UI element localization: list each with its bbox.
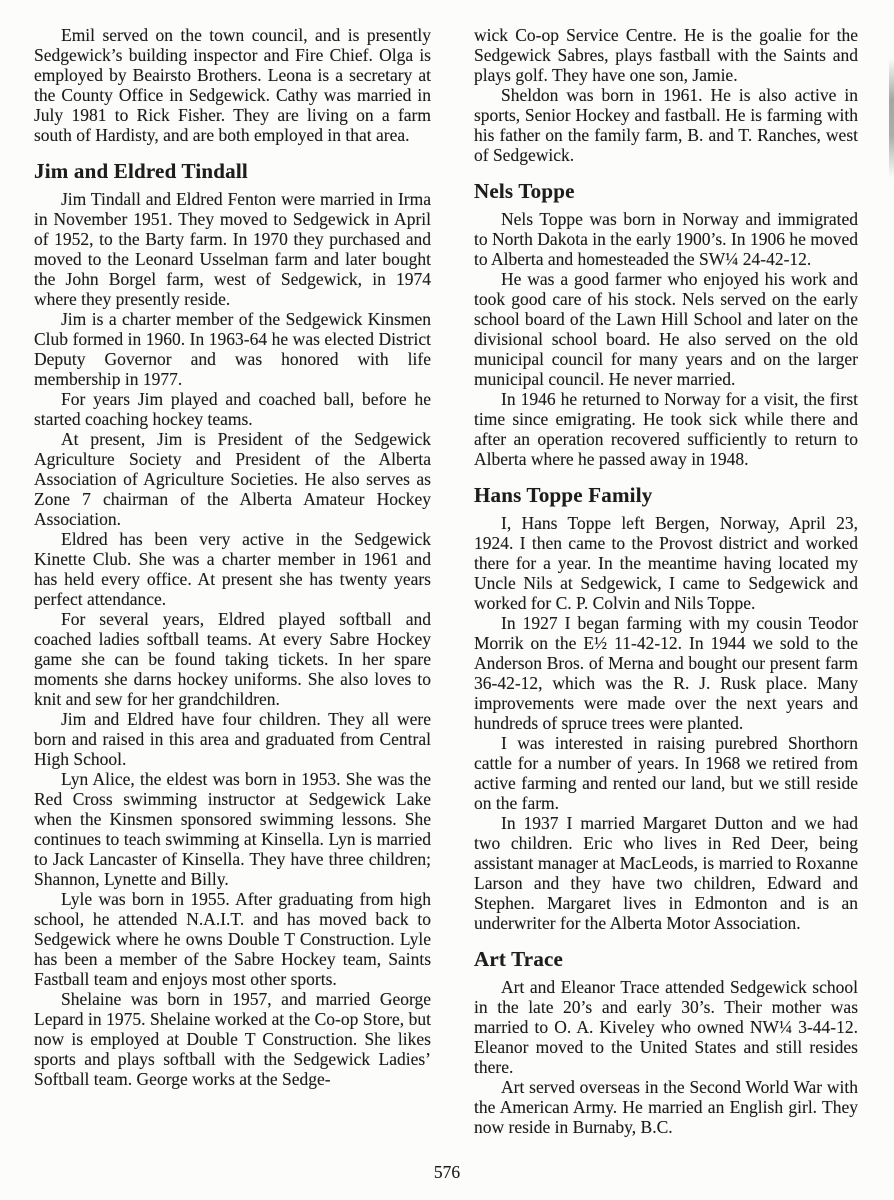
hans-paragraph-1: I, Hans Toppe left Bergen, Norway, April 23, 1924. I then came to the Provost district and worked there for a year. In the meantime having located my Uncle Nils at Sedgewick, I came to Sedgewick and worked for C. P. Colvin and Nils Toppe. bbox=[474, 513, 858, 613]
nels-paragraph-2: He was a good farmer who enjoyed his work and took good care of his stock. Nels served on the early school board of the Lawn Hill School and later on the divisional school board. He also served on the old municipal council for many years and on the larger municipal council. He never married. bbox=[474, 269, 858, 389]
tindall-paragraph-2: Jim is a charter member of the Sedgewick Kinsmen Club formed in 1960. In 1963-64 he was elected District Deputy Governor and was honored with life membership in 1977. bbox=[34, 309, 431, 389]
art-paragraph-2: Art served overseas in the Second World War with the American Army. He married an English girl. They now reside in Burnaby, B.C. bbox=[474, 1077, 858, 1137]
tindall-sheldon-paragraph: Sheldon was born in 1961. He is also active in sports, Senior Hockey and fastball. He is farming with his father on the family farm, B. and T. Ranches, west of Sedgewick. bbox=[474, 85, 858, 165]
tindall-paragraph-3: For years Jim played and coached ball, before he started coaching hockey teams. bbox=[34, 389, 431, 429]
art-paragraph-1: Art and Eleanor Trace attended Sedgewick school in the late 20’s and early 30’s. Their mother was married to O. A. Kiveley who owned NW¼ 3-44-12. Eleanor moved to the United States and still resides there. bbox=[474, 977, 858, 1077]
heading-jim-and-eldred-tindall: Jim and Eldred Tindall bbox=[34, 159, 248, 183]
tindall-paragraph-7: Jim and Eldred have four children. They all were born and raised in this area and graduated from Central High School. bbox=[34, 709, 431, 769]
hans-paragraph-2: In 1927 I began farming with my cousin Teodor Morrik on the E½ 11-42-12. In 1944 we sold to the Anderson Bros. of Merna and bought our present farm 36-42-12, which was the R. J. Rusk place. Many improvements were made over the next years and hundreds of spruce trees were planted. bbox=[474, 613, 858, 733]
scan-edge-artifact bbox=[889, 58, 894, 178]
tindall-paragraph-8: Lyn Alice, the eldest was born in 1953. She was the Red Cross swimming instructor at Sedgewick Lake when the Kinsmen sponsored swimming lessons. She continues to teach swimming at Kinsella. Lyn is married to Jack Lancaster of Kinsella. They have three children; Shannon, Lynette and Billy. bbox=[34, 769, 431, 889]
heading-nels-toppe: Nels Toppe bbox=[474, 179, 575, 203]
right-column bbox=[474, 25, 858, 1137]
tindall-continuation-paragraph: wick Co-op Service Centre. He is the goalie for the Sedgewick Sabres, plays fastball with the Saints and plays golf. They have one son, Jamie. bbox=[474, 25, 858, 85]
tindall-paragraph-6: For several years, Eldred played softball and coached ladies softball teams. At every Sabre Hockey game she can be found taking tickets. In her spare moments she darns hockey uniforms. She also loves to knit and sew for her grandchildren. bbox=[34, 609, 431, 709]
hans-paragraph-4: In 1937 I married Margaret Dutton and we had two children. Eric who lives in Red Deer, being assistant manager at MacLeods, is married to Roxanne Larson and they have two children, Edward and Stephen. Margaret lives in Edmonton and is an underwriter for the Alberta Motor Association. bbox=[474, 813, 858, 933]
tindall-paragraph-4: At present, Jim is President of the Sedgewick Agriculture Society and President of the Alberta Association of Agriculture Societies. He also serves as Zone 7 chairman of the Alberta Amateur Hockey Association. bbox=[34, 429, 431, 529]
nels-paragraph-1: Nels Toppe was born in Norway and immigrated to North Dakota in the early 1900’s. In 1906 he moved to Alberta and homesteaded the SW¼ 24-42-12. bbox=[474, 209, 858, 269]
tindall-paragraph-5: Eldred has been very active in the Sedgewick Kinette Club. She was a charter member in 1961 and has held every office. At present she has twenty years perfect attendance. bbox=[34, 529, 431, 609]
nels-paragraph-3: In 1946 he returned to Norway for a visit, the first time since emigrating. He took sick while there and after an operation recovered sufficiently to return to Alberta where he passed away in 1948. bbox=[474, 389, 858, 469]
heading-art-trace: Art Trace bbox=[474, 947, 564, 971]
paragraph-emil-family: Emil served on the town council, and is presently Sedgewick’s building inspector and Fire Chief. Olga is employed by Beairsto Brothers. Leona is a secretary at the County Office in Sedgewick. Cathy was married in July 1981 to Rick Fisher. They are living on a farm south of Hardisty, and are both employed in that area. bbox=[34, 25, 431, 145]
hans-paragraph-3: I was interested in raising purebred Shorthorn cattle for a number of years. In 1968 we retired from active farming and rented our land, but we still reside on the farm. bbox=[474, 733, 858, 813]
left-column bbox=[34, 25, 431, 1089]
tindall-paragraph-10: Shelaine was born in 1957, and married George Lepard in 1975. Shelaine worked at the Co-op Store, but now is employed at Double T Construction. She likes sports and plays softball with the Sedgewick Ladies’ Softball team. George works at the Sedge- bbox=[34, 989, 431, 1089]
heading-hans-toppe-family: Hans Toppe Family bbox=[474, 483, 653, 507]
page-number: 576 bbox=[433, 1162, 461, 1182]
tindall-paragraph-9: Lyle was born in 1955. After graduating from high school, he attended N.A.I.T. and has moved back to Sedgewick where he owns Double T Construction. Lyle has been a member of the Sabre Hockey team, Saints Fastball team and enjoys most other sports. bbox=[34, 889, 431, 989]
tindall-paragraph-1: Jim Tindall and Eldred Fenton were married in Irma in November 1951. They moved to Sedgewick in April of 1952, to the Barty farm. In 1970 they purchased and moved to the Leonard Usselman farm and later bought the John Borgel farm, west of Sedgewick, in 1974 where they presently reside. bbox=[34, 189, 431, 309]
